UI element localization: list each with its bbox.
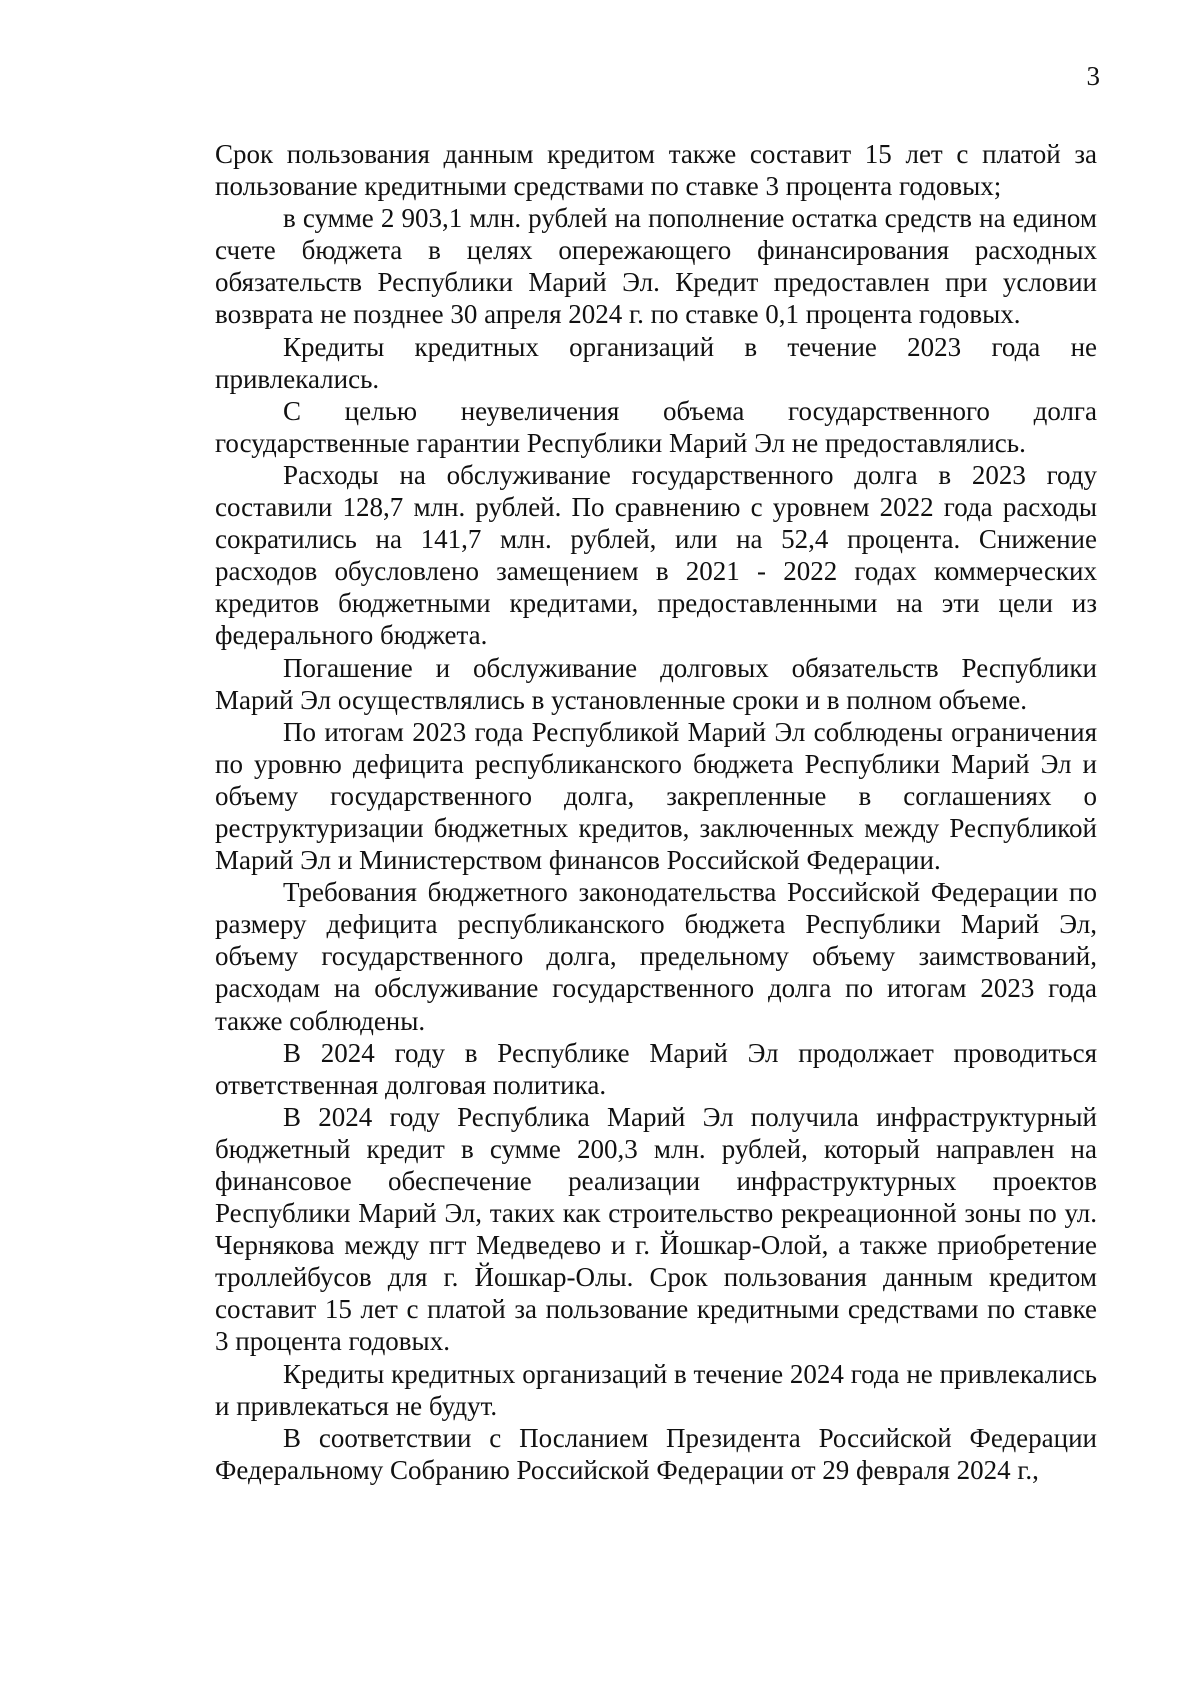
paragraph: В 2024 году Республика Марий Эл получила инфраструктурный бюджетный кредит в сумме 200,3 млн. рублей, который направлен на финансовое обеспечение реализации инфраструктурных проектов Республики Марий Эл, таких как строительство рекреационной зоны по ул. Чернякова между пгт Медведево и г. Йошкар-Олой, а также приобретение троллейбусов для г. Йошкар-Олы. Срок пользования данным кредитом составит 15 лет с платой за пользование кредитными средствами по ставке 3 процента годовых. [215,1101,1097,1357]
paragraph: Кредиты кредитных организаций в течение 2023 года не привлекались. [215,331,1097,394]
page-number: 3 [1086,61,1100,91]
paragraph: Расходы на обслуживание государственного долга в 2023 году составили 128,7 млн. рублей. По сравнению с уровнем 2022 года расходы сократились на 141,7 млн. рублей, или на 52,4 процента. Снижение расходов обусловлено замещением в 2021 - 2022 годах коммерческих кредитов бюджетными кредитами, предоставленными на эти цели из федерального бюджета. [215,459,1097,651]
paragraph: В соответствии с Посланием Президента Российской Федерации Федеральному Собранию Российской Федерации от 29 февраля 2024 г., [215,1422,1097,1485]
paragraph: С целью неувеличения объема государственного долга государственные гарантии Республики Марий Эл не предоставлялись. [215,395,1097,458]
paragraph: Кредиты кредитных организаций в течение 2024 года не привлекались и привлекаться не будут. [215,1358,1097,1421]
paragraph: в сумме 2 903,1 млн. рублей на пополнение остатка средств на едином счете бюджета в целях опережающего финансирования расходных обязательств Республики Марий Эл. Кредит предоставлен при условии возврата не позднее 30 апреля 2024 г. по ставке 0,1 процента годовых. [215,203,1097,330]
paragraph: По итогам 2023 года Республикой Марий Эл соблюдены ограничения по уровню дефицита республиканского бюджета Республики Марий Эл и объему государственного долга, закрепленные в соглашениях о реструктуризации бюджетных кредитов, заключенных между Республикой Марий Эл и Министерством финансов Российской Федерации. [215,716,1097,876]
paragraph: В 2024 году в Республике Марий Эл продолжает проводиться ответственная долговая политика. [215,1037,1097,1100]
paragraph: Требования бюджетного законодательства Российской Федерации по размеру дефицита республиканского бюджета Республики Марий Эл, объему государственного долга, предельному объему заимствований, расходам на обслуживание государственного долга по итогам 2023 года также соблюдены. [215,877,1097,1036]
paragraph-continued: Срок пользования данным кредитом также составит 15 лет с платой за пользование кредитными средствами по ставке 3 процента годовых; [215,139,1097,202]
paragraph: Погашение и обслуживание долговых обязательств Республики Марий Эл осуществлялись в установленные сроки и в полном объеме. [215,652,1097,715]
document-body [215,138,1097,1486]
